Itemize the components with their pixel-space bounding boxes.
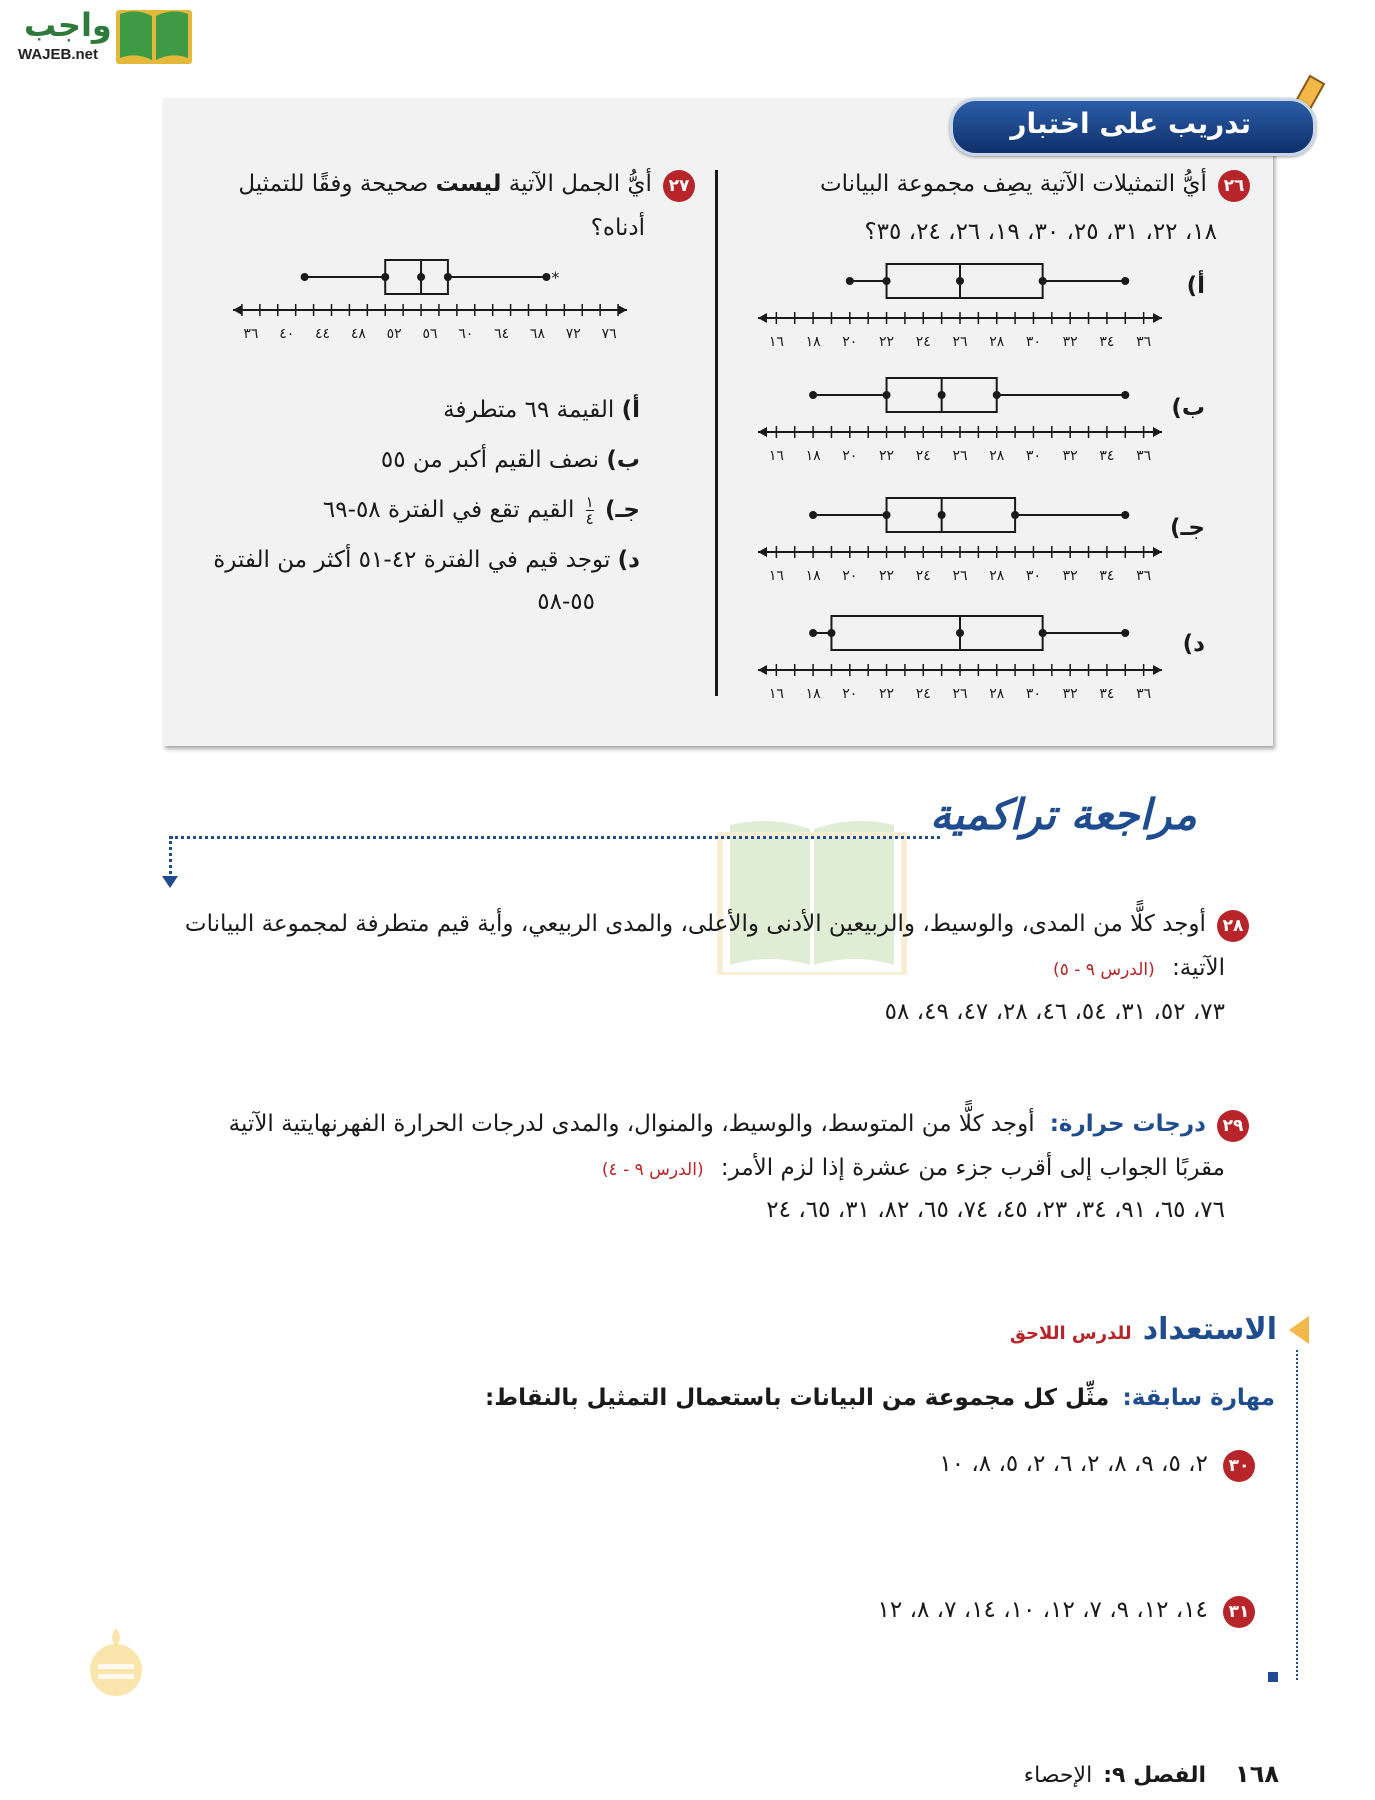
tick-label: ٢٦ [952, 334, 968, 350]
min-point [809, 629, 817, 637]
q27-option-label: جـ) [605, 497, 640, 523]
q28-line2 [1053, 950, 1225, 988]
q27-option-d-line2: ٥٥-٥٨ [537, 589, 595, 615]
tick-label: ٤٠ [279, 326, 295, 342]
tick-label: ٢٢ [879, 686, 895, 702]
tick-label: ٢٨ [989, 448, 1005, 464]
q26-boxplot-c [750, 490, 1170, 590]
tick-label: ٣٠ [1025, 686, 1041, 702]
q29-line2 [602, 1150, 1225, 1188]
readiness-subtitle: للدرس اللاحق [1009, 1323, 1132, 1344]
tick-label: ٣٢ [1062, 568, 1078, 584]
tick-label: ٣٢ [1062, 448, 1078, 464]
q26-option-label: جـ) [1170, 515, 1205, 541]
q3-point [444, 273, 452, 281]
q26-data: ١٨، ٢٢، ٣١، ٢٥، ٣٠، ١٩، ٢٦، ٢٤، ٣٥؟ [864, 219, 1217, 245]
lesson-ref: (الدرس ٩ - ٥) [1053, 960, 1155, 980]
axis-arrow-right [1153, 427, 1162, 437]
tick-label: ٦٨ [529, 326, 545, 342]
tick-label: ٣٠ [1025, 334, 1041, 350]
q31-data: ١٤، ١٢، ٩، ٧، ١٢، ١٠، ١٤، ٧، ٨، ١٢ [877, 1597, 1208, 1623]
tick-label: ٢٨ [989, 334, 1005, 350]
q26-option-label: أ) [1186, 273, 1205, 299]
tick-label: ٢٠ [842, 448, 858, 464]
max-point [1121, 629, 1129, 637]
q26-option-label: د) [1182, 631, 1205, 657]
skill-label: مهارة سابقة: [1122, 1385, 1275, 1411]
box [831, 616, 1042, 650]
tick-label: ٢٤ [915, 448, 931, 464]
q30-data: ٢، ٥، ٩، ٨، ٢، ٦، ٢، ٥، ٨، ١٠ [939, 1451, 1208, 1477]
tick-label: ١٦ [768, 568, 784, 584]
tick-label: ٣٢ [1062, 334, 1078, 350]
q1-point [883, 277, 891, 285]
tick-label: ١٨ [805, 334, 821, 350]
q1-point [883, 511, 891, 519]
tick-label: ١٨ [805, 448, 821, 464]
axis-arrow-right [1153, 547, 1162, 557]
tick-label: ٥٦ [422, 326, 438, 342]
tick-label: ٢٢ [879, 334, 895, 350]
tick-label: ٦٤ [494, 326, 510, 342]
q27-prompt-a: أيُّ الجمل الآتية [501, 171, 652, 197]
fraction-denominator: ٤ [585, 510, 594, 528]
tick-label: ٧٦ [601, 326, 617, 342]
tick-label: ١٦ [768, 448, 784, 464]
tick-label: ٢٢ [879, 568, 895, 584]
tick-label: ٢٨ [989, 686, 1005, 702]
q27-option-label: أ) [621, 397, 640, 423]
watermark-logo [440, 815, 950, 975]
q3-point [1011, 511, 1019, 519]
readiness-arrow-icon [1289, 1316, 1309, 1344]
tick-label: ٣٦ [1136, 568, 1152, 584]
max-point [1121, 391, 1129, 399]
q29-heading: درجات حرارة: [1049, 1111, 1206, 1137]
tick-label: ٣٠ [1025, 568, 1041, 584]
tick-label: ١٨ [805, 686, 821, 702]
banner-title: تدريب على اختبار [1010, 107, 1251, 140]
review-dotted-line [170, 836, 940, 839]
q31 [878, 1592, 1255, 1628]
median-point [417, 273, 425, 281]
tick-label: ٢٦ [952, 686, 968, 702]
page-number: ١٦٨ [1235, 1760, 1279, 1788]
q26-boxplot-b [750, 370, 1170, 470]
q1-point [883, 391, 891, 399]
q30-number: ٣٠ [1223, 1450, 1255, 1482]
q26-prompt: أيُّ التمثيلات الآتية يصِف مجموعة البيانات [819, 171, 1207, 197]
chapter-label: الفصل ٩: [1103, 1763, 1207, 1788]
book-icon [116, 6, 192, 64]
q27-option-text: نصف القيم أكبر من ٥٥ [380, 447, 600, 473]
skill-text: مثِّل كل مجموعة من البيانات باستعمال التمثيل بالنقاط: [485, 1385, 1110, 1411]
median-point [938, 391, 946, 399]
q26-number: ٢٦ [1218, 170, 1250, 202]
tick-label: ٢٠ [842, 568, 858, 584]
tick-label: ٣٠ [1025, 448, 1041, 464]
median-point [938, 511, 946, 519]
axis-arrow-left [758, 427, 767, 437]
min-point [809, 511, 817, 519]
tick-label: ١٦ [768, 334, 784, 350]
chapter-name: الإحصاء [1023, 1763, 1093, 1788]
tick-label: ٤٤ [315, 326, 331, 342]
tick-label: ٢٤ [915, 334, 931, 350]
tick-label: ٣٦ [243, 326, 259, 342]
tick-label: ١٦ [768, 686, 784, 702]
min-point [846, 277, 854, 285]
skill-line [485, 1380, 1275, 1416]
min-point [301, 273, 309, 281]
q30 [939, 1446, 1255, 1482]
q27-option-text: توجد قيم في الفترة ٤٢-٥١ أكثر من الفترة [213, 547, 611, 573]
axis-arrow-left [758, 313, 767, 323]
box [887, 264, 1043, 298]
q27-header [238, 166, 695, 202]
readiness-frame [1296, 1350, 1298, 1680]
test-prep-banner [950, 98, 1316, 156]
review-title: مراجعة تراكمية [930, 790, 1197, 839]
fraction-numerator: ١ [585, 493, 594, 511]
q27-number: ٢٧ [663, 170, 695, 202]
tick-label: ٣٤ [1099, 568, 1115, 584]
q26-option-label: ب) [1171, 395, 1205, 421]
page-footer [1024, 1760, 1279, 1788]
q27-option-c [323, 492, 640, 528]
q27-option-label: ب) [606, 447, 640, 473]
fraction [586, 494, 594, 527]
q29-text: أوجد كلًّا من المتوسط، والوسيط، والمنوال، والمدى لدرجات الحرارة الفهرنهايتية الآتية [228, 1111, 1035, 1137]
tick-label: ٢٠ [842, 334, 858, 350]
frame-end-marker [1268, 1672, 1278, 1682]
outlier-mark: * [551, 268, 560, 287]
q26-boxplot-d [750, 608, 1170, 708]
q29-data: ٧٦، ٦٥، ٩١، ٣٤، ٢٣، ٤٥، ٧٤، ٦٥، ٨٢، ٣١، ٦٥، ٢٤ [766, 1197, 1225, 1223]
q28-data: ٧٣، ٥٢، ٣١، ٥٤، ٤٦، ٢٨، ٤٧، ٤٩، ٥٨ [884, 999, 1225, 1025]
q29-line1 [229, 1106, 1249, 1142]
q27-option-text: القيمة ٦٩ متطرفة [443, 397, 615, 423]
box [887, 498, 1016, 532]
tick-label: ٣٦ [1136, 448, 1152, 464]
q27-option-d [213, 542, 640, 578]
q29-number: ٢٩ [1217, 1110, 1249, 1142]
tick-label: ٢٨ [989, 568, 1005, 584]
review-dotted-drop [169, 836, 172, 880]
tick-label: ٢٤ [915, 686, 931, 702]
q26-header [820, 166, 1250, 202]
q27-option-a [443, 392, 640, 428]
q27-option-text: القيم تقع في الفترة ٥٨-٦٩ [322, 497, 575, 523]
readiness-heading [1010, 1312, 1277, 1347]
tick-label: ٢٢ [879, 448, 895, 464]
tick-label: ٧٢ [565, 326, 581, 342]
axis-arrow-left [758, 547, 767, 557]
q28-line2-text: الآتية: [1172, 955, 1225, 981]
tick-label: ٤٨ [350, 326, 366, 342]
max-point [1121, 277, 1129, 285]
site-logo[interactable] [8, 6, 192, 66]
axis-arrow-left [233, 305, 242, 315]
tick-label: ٣٦ [1136, 334, 1152, 350]
axis-arrow-right [1153, 313, 1162, 323]
tick-label: ٢٦ [952, 448, 968, 464]
median-point [956, 629, 964, 637]
axis-arrow-right [1153, 665, 1162, 675]
review-arrow-icon [162, 876, 178, 888]
q28-line1 [185, 906, 1249, 942]
logo-latin: WAJEB.net [18, 46, 99, 63]
axis-arrow-left [758, 665, 767, 675]
q3-point [993, 391, 1001, 399]
readiness-title: الاستعداد [1142, 1312, 1277, 1347]
q29-line2-text: مقربًا الجواب إلى أقرب جزء من عشرة إذا لزم الأمر: [720, 1155, 1225, 1181]
tick-label: ٢٠ [842, 686, 858, 702]
q27-option-label: د) [617, 547, 640, 573]
q1-point [827, 629, 835, 637]
logo-arabic: واجب [24, 6, 112, 44]
q28-text: أوجد كلًّا من المدى، والوسيط، والربيعين الأدنى والأعلى، والمدى الربيعي، وأية قيم متطرفة لمجموعة البيانات [184, 911, 1206, 937]
q27-option-b [381, 442, 640, 478]
lesson-ref: (الدرس ٩ - ٤) [601, 1160, 704, 1180]
tick-label: ٣٤ [1099, 448, 1115, 464]
q1-point [381, 273, 389, 281]
median-point [956, 277, 964, 285]
q27-prompt-line2: أدناه؟ [590, 215, 645, 241]
q28-number: ٢٨ [1217, 910, 1249, 942]
q31-number: ٣١ [1223, 1596, 1255, 1628]
tick-label: ٣٦ [1136, 686, 1152, 702]
box [385, 260, 448, 294]
q27-boxplot [225, 250, 635, 350]
tick-label: ٣٢ [1062, 686, 1078, 702]
tick-label: ٢٦ [952, 568, 968, 584]
min-point [809, 391, 817, 399]
column-divider [715, 170, 718, 696]
max-point [542, 273, 550, 281]
tick-label: ٣٤ [1099, 334, 1115, 350]
axis-arrow-right [618, 305, 627, 315]
q3-point [1039, 629, 1047, 637]
tick-label: ٣٤ [1099, 686, 1115, 702]
q27-prompt-bold: ليست [435, 171, 502, 197]
corner-logo-icon [84, 1624, 148, 1700]
tick-label: ٥٢ [386, 326, 402, 342]
q27-prompt-b: صحيحة وفقًا للتمثيل [238, 171, 436, 197]
tick-label: ٦٠ [458, 326, 474, 342]
q3-point [1039, 277, 1047, 285]
tick-label: ١٨ [805, 568, 821, 584]
q26-boxplot-a [750, 256, 1170, 356]
tick-label: ٢٤ [915, 568, 931, 584]
max-point [1121, 511, 1129, 519]
